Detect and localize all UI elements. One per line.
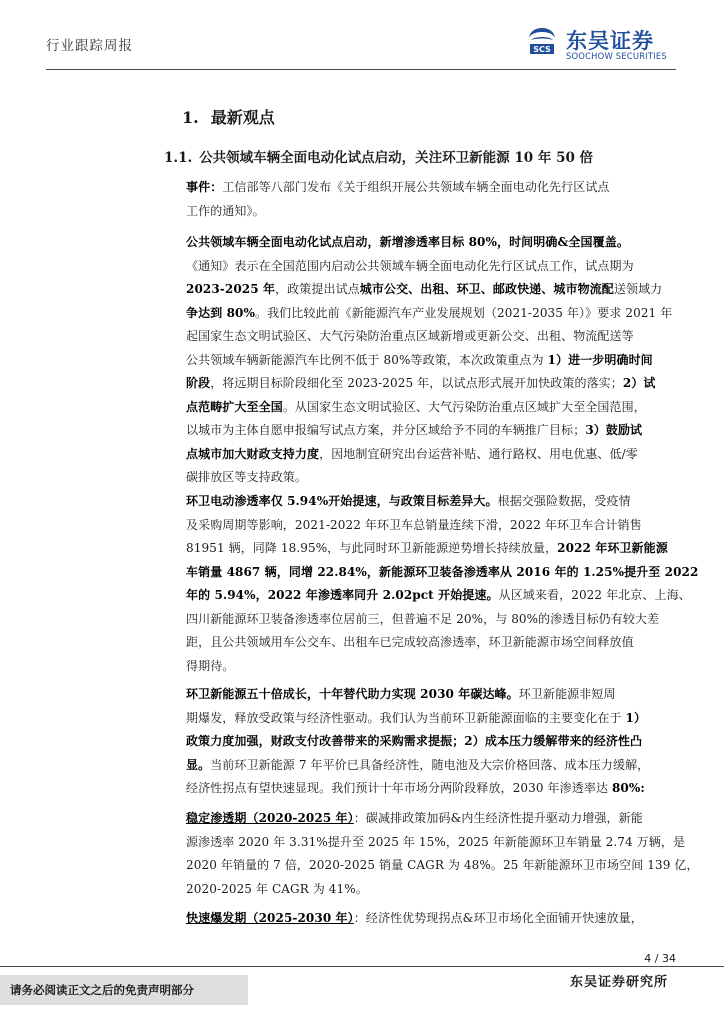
- text-line: [186, 754, 676, 778]
- body-text: 源渗透率 2020 年 3.31%提升至 2025 年 15%，2025 年新能源环卫车销量 2.74 万辆，是: [186, 834, 686, 849]
- text-line: [186, 730, 676, 754]
- page-number: 4 / 34: [644, 952, 676, 965]
- text-line: [186, 325, 676, 349]
- body-text: 以城市为主体自愿申报编写试点方案，并分区域给予不同的车辆推广目标；: [186, 423, 586, 437]
- bold-text: 2）试: [622, 376, 656, 390]
- body-text: 2020-2025 年 CAGR 为 41%。: [186, 881, 368, 896]
- logo-chinese-name: 东吴证券: [566, 29, 654, 53]
- body-text: 期爆发，释放受政策与经济性驱动。我们认为当前环卫新能源面临的主要变化在于: [186, 710, 626, 725]
- paragraph-penetration: [186, 490, 699, 678]
- text-line: [186, 490, 676, 514]
- subsection-heading: [164, 146, 593, 166]
- body-text: 当前环卫新能源 7 年平价已具备经济性，随电池及大宗价格回落、成本压力缓解，: [210, 757, 650, 772]
- body-text: 起国家生态文明试验区、大气污染防治重点区域新增或更新公交、出租、物流配送等: [186, 329, 634, 343]
- subsection-number: 1.1.: [164, 150, 193, 166]
- text-line: [186, 777, 676, 801]
- body-text: ，政策提出试点: [275, 282, 360, 296]
- text-line: [186, 372, 676, 396]
- text-line: [186, 349, 676, 373]
- subsection-title: 公共领域车辆全面电动化试点启动，关注环卫新能源 10 年 50 倍: [199, 150, 594, 166]
- bold-text: 公共领域车辆全面电动化试点启动，新增渗透率目标 80%，时间明确&全国覆盖。: [186, 235, 629, 249]
- body-text: 经济性拐点有望快速显现。我们预计十年市场分两阶段释放，2030 年渗透率达: [186, 781, 612, 795]
- text-line: [186, 584, 691, 608]
- body-text: ，将远期目标阶段细化至 2023-2025 年，以试点形式展开加快政策的落实；: [210, 376, 623, 390]
- text-line: [186, 907, 676, 931]
- bold-text: 车销量 4867 辆，同增 22.84%，新能源环卫装备渗透率从 2016 年的 1.25%提升至 2022: [186, 564, 699, 579]
- section-number: 1.: [182, 108, 199, 127]
- body-text: ：碳减排政策加码&内生经济性提升驱动力增强，新能: [353, 811, 643, 825]
- bold-text: 点城市加大财政支持力度: [186, 446, 320, 461]
- text-line: [186, 231, 676, 255]
- paragraph-growth: [186, 683, 676, 801]
- text-line: [186, 831, 686, 855]
- body-text: 四川新能源环卫装备渗透率位居前三，但普遍不足 20%，与 80%的渗透目标仍有较大差: [186, 611, 660, 626]
- body-text: 及采购周期等影响，2021-2022 年环卫车总销量连续下滑，2022 年环卫车合计销售: [186, 517, 642, 532]
- text-line: [186, 537, 676, 561]
- body-text: 送领域力: [613, 282, 663, 296]
- text-line: [186, 419, 676, 443]
- bold-text: 3）鼓励试: [585, 423, 643, 437]
- text-line: [186, 561, 699, 585]
- body-text: 距，且公共领域用车公交车、出租车已完成较高渗透率，环卫新能源市场空间释放值: [186, 635, 634, 649]
- text-line: [186, 255, 676, 279]
- body-text: ：经济性优势现拐点&环卫市场化全面铺开快速放量，: [353, 911, 643, 925]
- section-title: 最新观点: [210, 108, 275, 127]
- text-line: [186, 176, 676, 200]
- text-line: [186, 683, 676, 707]
- bold-text: 2022 年环卫新能源: [557, 541, 668, 555]
- body-text: 2020 年销量的 7 倍，2020-2025 销量 CAGR 为 48%。25 年新能源环卫市场空间 139 亿，: [186, 858, 699, 872]
- text-line: [186, 655, 676, 679]
- text-line: [186, 631, 676, 655]
- bold-text: 1）: [625, 710, 647, 725]
- body-text: 。从国家生态文明试验区、大气污染防治重点区域扩大至全国范围，: [282, 399, 646, 414]
- text-line: [186, 878, 676, 902]
- body-text: 工作的通知》。: [186, 203, 265, 218]
- paragraph-policy: [186, 231, 676, 490]
- bold-text: 点范畴扩大至全国: [186, 399, 283, 414]
- paragraph-stable-phase: [186, 807, 699, 901]
- bold-text: 稳定渗透期（2020-2025 年）: [186, 811, 354, 825]
- bold-text: 2023-2025 年: [186, 282, 276, 296]
- company-logo: [526, 24, 676, 64]
- body-text: 根据交强险数据，受疫情: [497, 494, 631, 508]
- bold-text: 政策力度加强，财政支付改善带来的采购需求提振；2）成本压力缓解带来的经济性凸: [186, 734, 643, 748]
- bold-text: 城市公交、出租、环卫、邮政快递、城市物流配: [359, 282, 614, 296]
- text-line: [186, 200, 676, 224]
- text-line: [186, 396, 676, 420]
- body-text: 81951 辆，同降 18.95%，与此同时环卫新能源逆势增长持续放量，: [186, 541, 558, 555]
- section-heading: [182, 105, 275, 128]
- body-text: 工信部等八部门发布《关于组织开展公共领域车辆全面电动化先行区试点: [222, 180, 610, 194]
- text-line: [186, 466, 676, 490]
- text-line: [186, 514, 676, 538]
- footer-divider: [0, 966, 724, 967]
- paragraph-event: [186, 176, 676, 223]
- body-text: 从区域来看，2022 年北京、上海、: [498, 588, 691, 602]
- bold-text: 快速爆发期（2025-2030 年）: [186, 911, 354, 925]
- body-text: 。我们比较此前《新能源汽车产业发展规划（2021-2035 年）》要求 2021 年: [254, 305, 673, 320]
- text-line: [186, 854, 699, 878]
- bold-text: 环卫电动渗透率仅 5.94%开始提速，与政策目标差异大。: [186, 494, 498, 508]
- logo-mark-icon: [526, 26, 558, 56]
- body-text: 碳排放区等支持政策。: [186, 470, 308, 484]
- disclaimer-banner: 请务必阅读正文之后的免责声明部分: [0, 975, 248, 1005]
- bold-text: 阶段: [186, 376, 211, 390]
- text-line: [186, 807, 676, 831]
- text-line: [186, 443, 676, 467]
- logo-english-name: SOOCHOW SECURITIES: [566, 51, 667, 61]
- body-text: ，因地制宜研究出台运营补贴、通行路权、用电优惠、低/零: [319, 446, 638, 461]
- text-line: [186, 302, 676, 326]
- body-text: 《通知》表示在全国范围内启动公共领域车辆全面电动化先行区试点工作，试点期为: [186, 258, 634, 273]
- bold-text: 环卫新能源五十倍成长，十年替代助力实现 2030 年碳达峰。: [186, 687, 519, 701]
- firm-name: 东吴证券研究所: [569, 975, 668, 990]
- bold-text: 80%:: [611, 781, 645, 795]
- body-text: 公共领域车辆新能源汽车比例不低于 80%等政策，本次政策重点为: [186, 352, 548, 367]
- logo-mark-text: SCS: [533, 45, 551, 54]
- bold-text: 1）进一步明确时间: [547, 352, 653, 367]
- bold-text: 年的 5.94%，2022 年渗透率同升 2.02pct 开始提速。: [186, 588, 499, 602]
- body-text: 环卫新能源非短周: [518, 687, 616, 701]
- report-type-label: 行业跟踪周报: [46, 38, 133, 54]
- text-line: [186, 278, 676, 302]
- bold-text: 事件：: [186, 180, 223, 194]
- text-line: [186, 608, 676, 632]
- body-text: 得期待。: [186, 658, 235, 673]
- bold-text: 显。: [186, 757, 211, 772]
- bold-text: 争达到 80%: [186, 305, 255, 320]
- paragraph-rapid-phase: [186, 907, 676, 931]
- header-divider: [46, 69, 676, 70]
- text-line: [186, 707, 676, 731]
